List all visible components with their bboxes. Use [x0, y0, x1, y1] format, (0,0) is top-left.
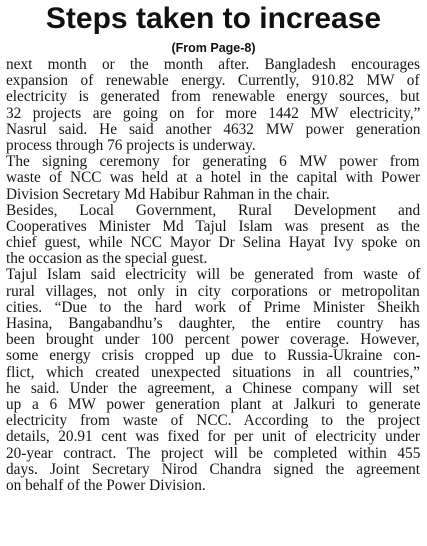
article-line: 32 projects are going on for more 1442 MW electricity,”	[6, 104, 421, 122]
article-line: electricity is generated from renewable energy sources, but	[6, 88, 420, 106]
article-line: Besides, Local Government, Rural Development and	[6, 201, 421, 219]
article-line: 20-year contract. The project will be completed within 455	[6, 444, 421, 462]
article-line: on behalf of the Power Division.	[6, 476, 206, 494]
article-line: up a 6 MW power generation plant at Jalkuri to generate	[6, 395, 421, 413]
article-line: electricity from waste of NCC. According to the project	[6, 412, 421, 430]
article-line: Nasrul said. He said another 4632 MW power generation	[6, 120, 421, 138]
article-line: process through 76 projects is underway.	[6, 136, 256, 154]
article-line: rural villages, not only in city corporations or metropolitan	[6, 282, 420, 300]
article-line: details, 20.91 cent was fixed for per unit of electricity under	[6, 428, 420, 446]
article-line: Tajul Islam said electricity will be generated from waste of	[6, 266, 421, 284]
article-line: Cooperatives Minister Md Tajul Islam was present as the	[6, 217, 420, 235]
article-paragraph	[6, 57, 420, 154]
article-paragraph	[6, 267, 420, 494]
article-line: The signing ceremony for generating 6 MW power from	[6, 153, 420, 171]
article-headline: Steps taken to increase	[45, 2, 382, 35]
article-line: flict, which created unexpected situations in all countries,”	[6, 363, 420, 381]
article-paragraph	[6, 203, 420, 268]
article-line: expansion of renewable energy. Currently, 910.82 MW of	[6, 72, 420, 90]
article-line: he said. Under the agreement, a Chinese company will set	[6, 379, 420, 397]
article-paragraph	[6, 154, 420, 203]
article-line: next month or the month after. Bangladesh encourages	[6, 56, 420, 73]
article-line: some energy crisis cropped up due to Russia-Ukraine con-	[6, 347, 421, 365]
article-line: waste of NCC was held at a hotel in the capital with Power	[6, 169, 421, 187]
article-line: Division Secretary Md Habibur Rahman in the chair.	[6, 185, 330, 203]
article-line: days. Joint Secretary Nirod Chandra signed the agreement	[6, 460, 420, 478]
article-line: the occasion as the special guest.	[6, 250, 208, 268]
article-line: Hasina, Bangabandhu’s daughter, the entire country has	[6, 315, 420, 332]
article-line: chief guest, while NCC Mayor Dr Selina Hayat Ivy spoke on	[6, 234, 421, 252]
article-body	[6, 57, 420, 494]
continued-from-label: (From Page-8)	[171, 41, 256, 55]
article-line: cities. “Due to the hard work of Prime Minister Sheikh	[6, 298, 420, 316]
article-line: been brought under 100 percent power coverage. However,	[6, 331, 420, 349]
